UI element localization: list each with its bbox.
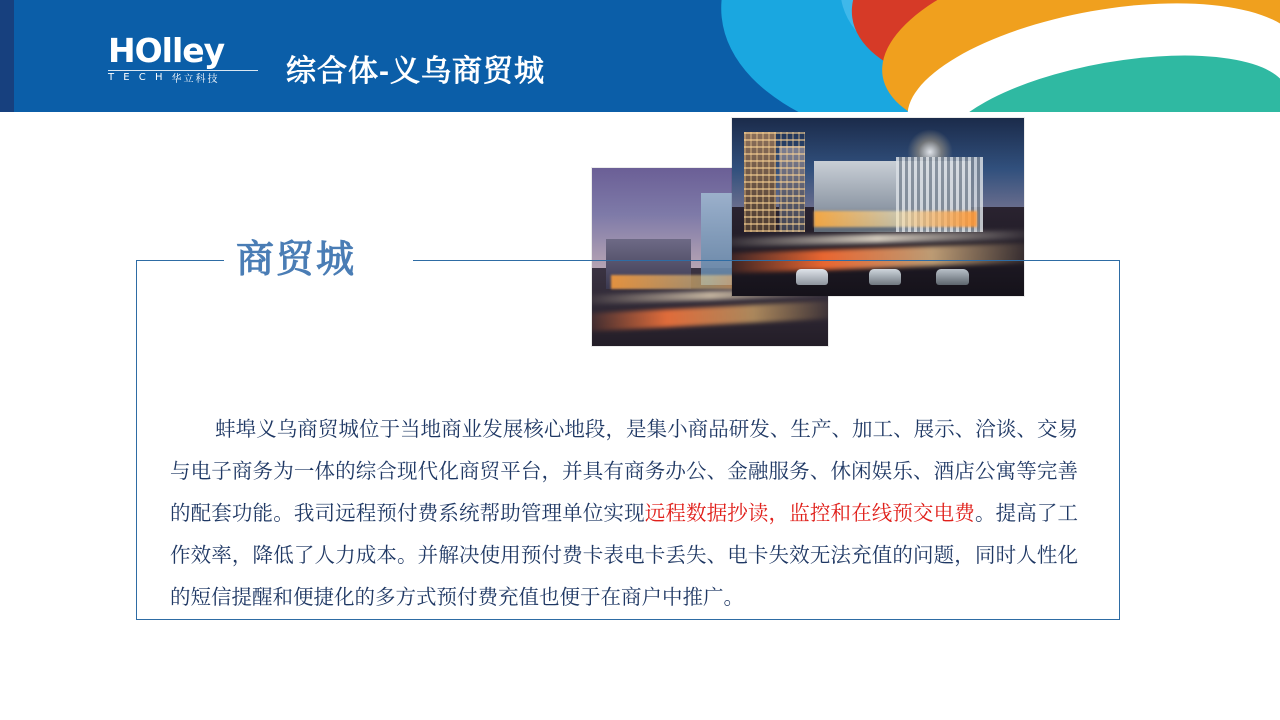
body-paragraph [170, 409, 1078, 619]
logo-divider [108, 70, 258, 71]
logo-wordmark: HOlley [108, 31, 225, 70]
body-text-highlight: 远程数据抄读，监控和在线预交电费 [644, 501, 975, 525]
body-text-part-3: 。提高了工作效率，降低了人力成本。并解决使用预付费卡表电卡丢失、电卡失效无法充值的问题，同时人性化的短信提醒和便捷化的多方式预付费充值也便于在商户中推广。 [170, 501, 1079, 609]
body-text-part-1: 蚌埠义乌商贸城位于当地商业发展核心地段，是集小商品研发、生产、加工、展示、洽谈、交易与电子商务为一体的综合现代化商贸平台，并具有商务办公、金融服务、休闲娱乐、酒店公寓等完善的配套功能。我司远程预付费系统帮助管理单位实现 [170, 417, 1078, 525]
logo-chinese-name: 华立科技 [171, 74, 220, 85]
slide-header [0, 0, 1280, 112]
slide-footer-edge [0, 714, 1280, 720]
company-logo [108, 31, 268, 88]
section-title: 商贸城 [236, 239, 357, 281]
logo-tech-text: T E C H [108, 72, 166, 83]
page-title: 综合体-义乌商贸城 [286, 55, 545, 88]
header-left-accent [0, 0, 14, 112]
photo-window-grid [744, 132, 805, 232]
photo-facade-lights [814, 211, 978, 227]
